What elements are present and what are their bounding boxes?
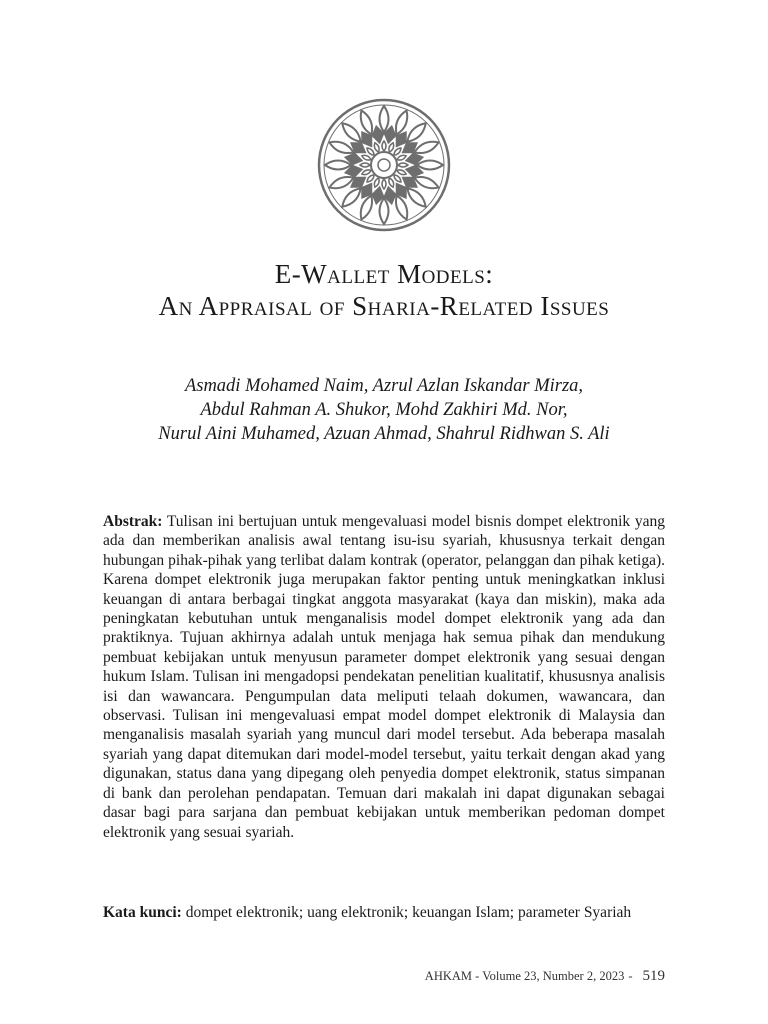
page-footer [425,968,665,985]
geometric-rosette-icon [300,97,468,233]
authors-line-3: Nurul Aini Muhamed, Azuan Ahmad, Shahrul Ridhwan S. Ali [158,424,610,444]
title-line-1: E-Wallet Models: [274,259,494,289]
journal-info: AHKAM - Volume 23, Number 2, 2023 [424,969,625,983]
footer-separator: - [628,969,633,983]
keywords-label: Kata kunci: [103,904,182,921]
keywords-text: dompet elektronik; uang elektronik; keuangan Islam; parameter Syariah [185,904,632,921]
abstract-text: Tulisan ini bertujuan untuk mengevaluasi model bisnis dompet elektronik yang ada dan memberikan analisis awal tentang isu-isu syariah, khususnya terkait dengan hubungan pihak-pihak yang terlibat dalam kontrak (operator, pelanggan dan pihak ketiga). Karena dompet elektronik juga merupakan faktor penting untuk meningkatkan inklusi keuangan di antara berbagai tingkat anggota masyarakat (kaya dan miskin), maka ada peningkatan kebutuhan untuk menganalisis model dompet elektronik yang ada dan praktiknya. Tujuan akhirnya adalah untuk menjaga hak semua pihak dan mendukung pembuat kebijakan untuk menyusun parameter dompet elektronik yang sesuai dengan hukum Islam. Tulisan ini mengadopsi pendekatan penelitian kualitatif, khususnya analisis isi dan wawancara. Pengumpulan data meliputi telaah dokumen, wawancara, dan observasi. Tulisan ini mengevaluasi empat model dompet elektronik di Malaysia dan menganalisis masalah syariah yang muncul dari model tersebut. Ada beberapa masalah syariah yang dapat ditemukan dari model-model tersebut, yaitu terkait dengan akad yang digunakan, status dana yang dipegang oleh penyedia dompet elektronik, status simpanan di bank dan perolehan pendapatan. Temuan dari makalah ini dapat digunakan sebagai dasar bagi para sarjana dan pembuat kebijakan untuk memberikan pedoman dompet elektronik yang sesuai syariah. [103,513,665,841]
keywords [103,903,665,922]
abstract [103,512,665,842]
ornament-logo [300,97,468,233]
title-line-2: An Appraisal of Sharia-Related Issues [158,291,610,321]
author-list [0,374,768,446]
authors-line-2: Abdul Rahman A. Shukor, Mohd Zakhiri Md. Nor, [200,400,568,420]
paper-title [0,258,768,322]
page-number: 519 [642,968,665,984]
abstract-label: Abstrak: [103,513,163,530]
authors-line-1: Asmadi Mohamed Naim, Azrul Azlan Iskandar Mirza, [184,376,584,396]
